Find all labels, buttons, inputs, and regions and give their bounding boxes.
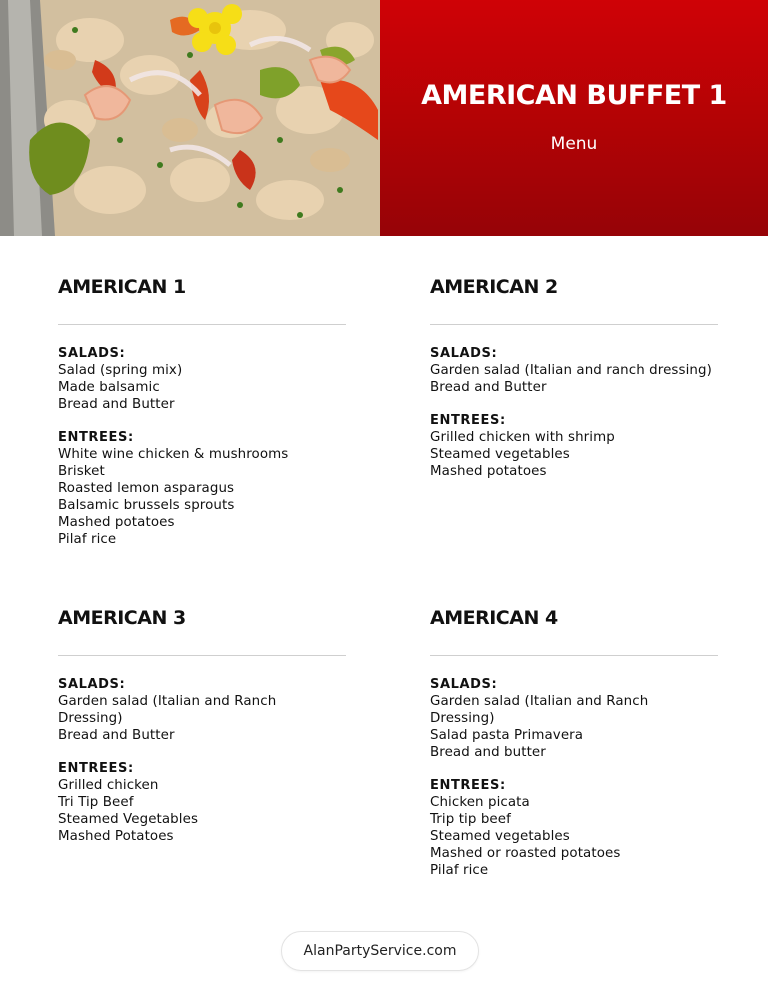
menu-section-american-2	[430, 275, 720, 480]
entrees-group	[430, 777, 720, 879]
entrees-group	[58, 760, 348, 845]
section-title: AMERICAN 4	[430, 607, 558, 629]
menu-item: Chicken picata	[430, 795, 530, 810]
menu-item: Roasted lemon asparagus	[58, 481, 235, 496]
menu-section-american-3	[58, 606, 348, 845]
group-heading: SALADS:	[430, 677, 498, 692]
menu-item: Steamed vegetables	[430, 447, 570, 462]
salads-group	[58, 676, 348, 744]
salads-group	[430, 676, 720, 761]
menu-item: Mashed or roasted potatoes	[430, 846, 621, 861]
menu-item: Mashed potatoes	[430, 464, 547, 479]
menu-item: Trip tip beef	[430, 812, 511, 827]
hero-banner	[380, 0, 768, 236]
menu-section-american-4	[430, 606, 720, 879]
group-heading: SALADS:	[430, 346, 498, 361]
group-heading: ENTREES:	[430, 413, 506, 428]
section-divider	[58, 655, 346, 656]
menu-item: Pilaf rice	[58, 532, 117, 547]
menu-item: Brisket	[58, 464, 105, 479]
group-heading: SALADS:	[58, 346, 126, 361]
menu-item: Bread and butter	[430, 745, 546, 760]
menu-item: Mashed Potatoes	[58, 829, 174, 844]
menu-item: Grilled chicken with shrimp	[430, 430, 615, 445]
website-link[interactable]: AlanPartyService.com	[281, 931, 479, 971]
page-title: AMERICAN BUFFET 1	[421, 80, 727, 111]
menu-item: Garden salad (Italian and ranch dressing)	[430, 363, 712, 378]
menu-item: Garden salad (Italian and Ranch Dressing)	[58, 694, 277, 726]
menu-item: Bread and Butter	[58, 728, 175, 743]
menu-item: White wine chicken & mushrooms	[58, 447, 289, 462]
section-divider	[430, 655, 718, 656]
menu-item: Bread and Butter	[58, 397, 175, 412]
menu-item: Salad (spring mix)	[58, 363, 183, 378]
menu-item: Steamed vegetables	[430, 829, 570, 844]
section-title: AMERICAN 1	[58, 276, 186, 298]
section-title: AMERICAN 2	[430, 276, 558, 298]
group-heading: SALADS:	[58, 677, 126, 692]
group-heading: ENTREES:	[58, 430, 134, 445]
hero-food-photo	[0, 0, 380, 236]
entrees-group	[430, 412, 720, 480]
hero	[0, 0, 768, 236]
menu-item: Steamed Vegetables	[58, 812, 199, 827]
group-heading: ENTREES:	[430, 778, 506, 793]
menu-item: Tri Tip Beef	[58, 795, 134, 810]
menu-item: Garden salad (Italian and Ranch Dressing)	[430, 694, 649, 726]
menu-item: Made balsamic	[58, 380, 160, 395]
salads-group	[58, 345, 348, 413]
menu-section-american-1	[58, 275, 348, 548]
menu-item: Pilaf rice	[430, 863, 489, 878]
section-title: AMERICAN 3	[58, 607, 186, 629]
menu-item: Mashed potatoes	[58, 515, 175, 530]
section-divider	[430, 324, 718, 325]
page-subtitle: Menu	[550, 134, 598, 154]
menu-item: Salad pasta Primavera	[430, 728, 584, 743]
salads-group	[430, 345, 720, 396]
group-heading: ENTREES:	[58, 761, 134, 776]
menu-item: Bread and Butter	[430, 380, 547, 395]
entrees-group	[58, 429, 348, 548]
menu-item: Balsamic brussels sprouts	[58, 498, 235, 513]
section-divider	[58, 324, 346, 325]
menu-item: Grilled chicken	[58, 778, 159, 793]
